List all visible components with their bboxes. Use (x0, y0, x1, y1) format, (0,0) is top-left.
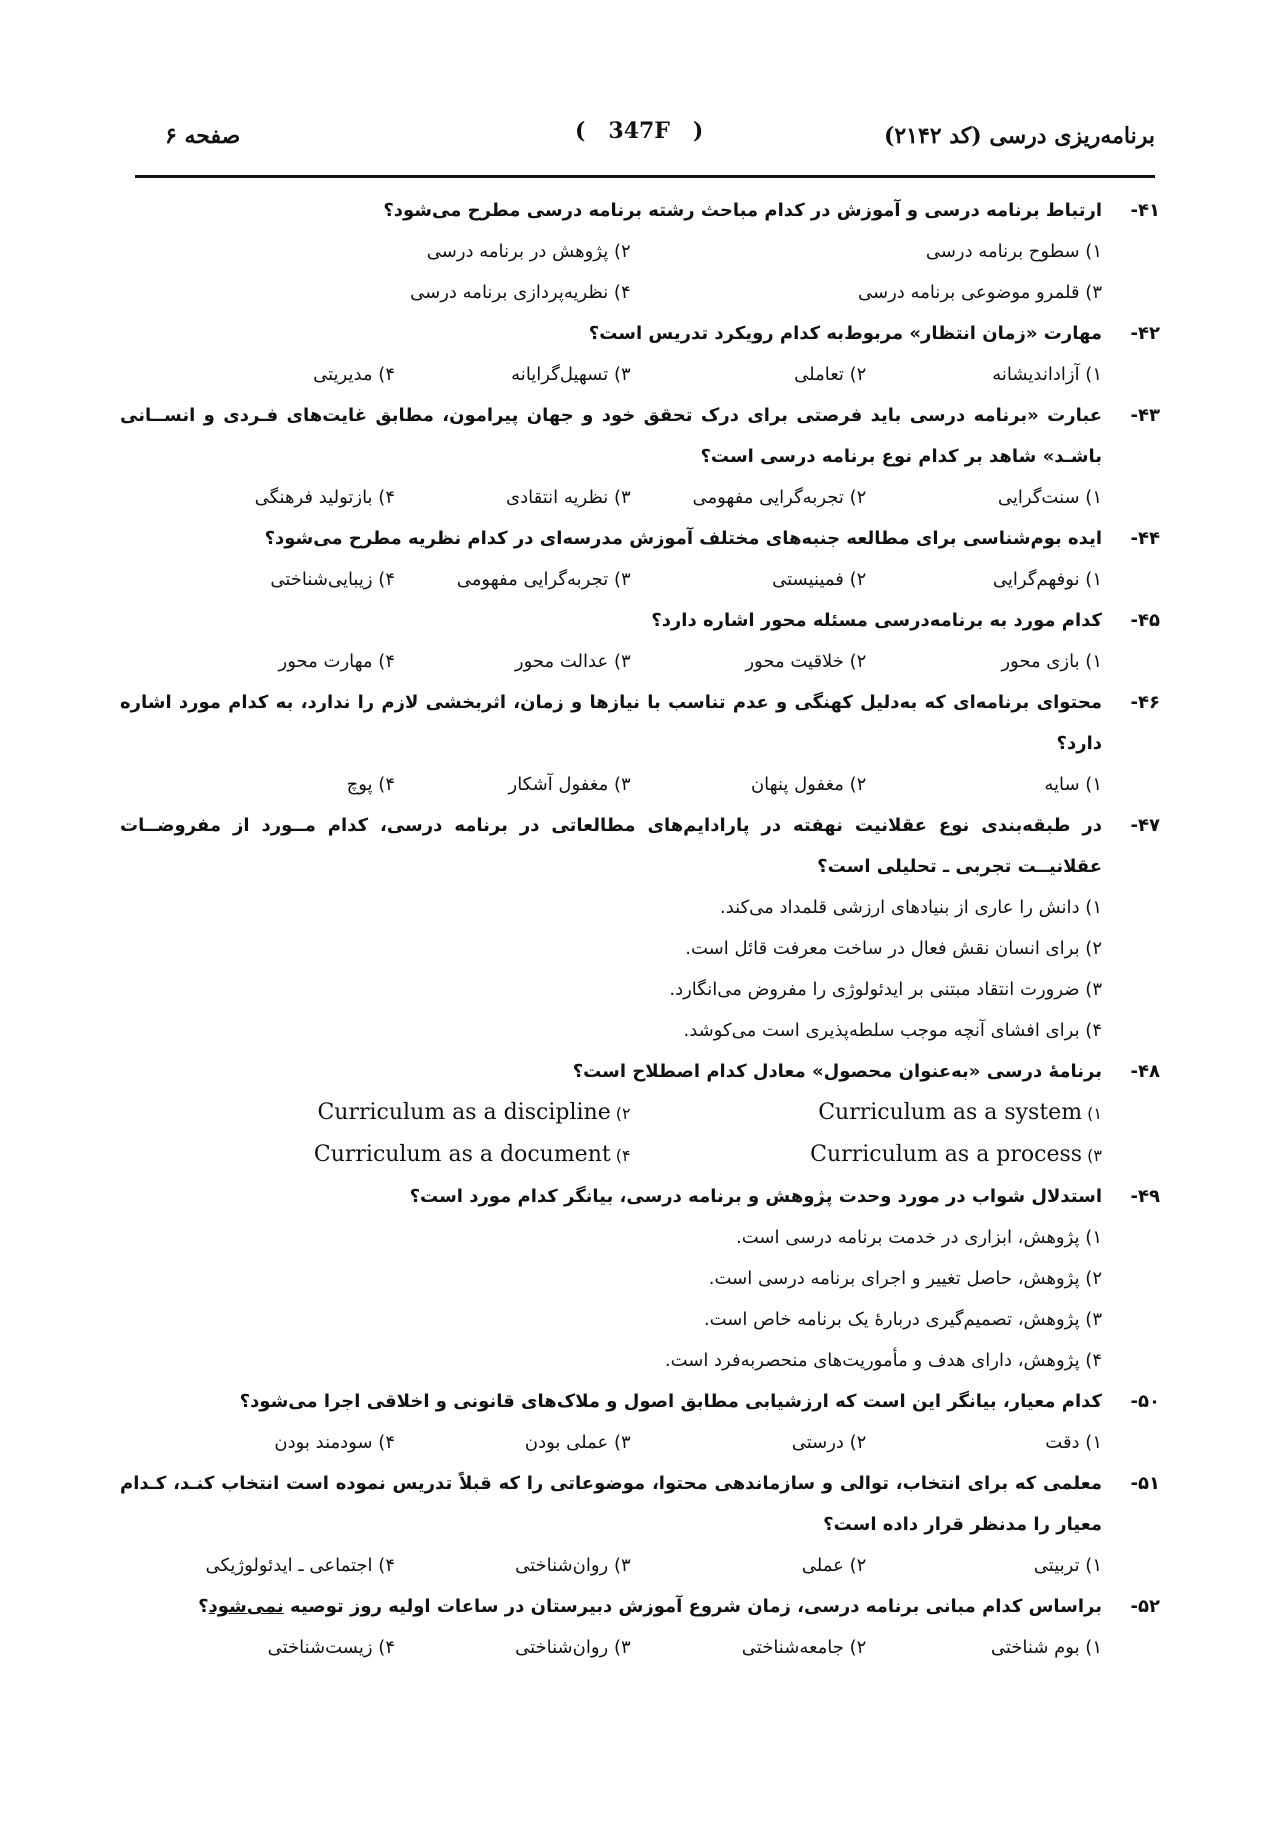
question-text: معلمی که برای انتخاب، توالی و سازماندهی محتوا، موضوعاتی را که قبلاً تدریس نموده است انتخاب کنـد، کـدام معیار را مدنظر قرار داده است؟ (120, 1473, 1102, 1535)
question-text: براساس کدام مبانی برنامه درسی، زمان شروع آموزش دبیرستان در ساعات اولیه روز توصیه نمی‌شود؟ (198, 1596, 1102, 1617)
answer-option[interactable]: ۴) سودمند بودن (274, 1432, 395, 1453)
options-row (120, 559, 1102, 600)
question-text: استدلال شواب در مورد وحدت پژوهش و برنامه درسی، بیانگر کدام مورد است؟ (409, 1186, 1102, 1207)
question-number: ۵۰- (1130, 1391, 1160, 1412)
answer-option[interactable]: ۳) نظریه انتقادی (506, 487, 631, 508)
answer-option[interactable] (159, 1134, 630, 1176)
options-row (120, 764, 1102, 805)
options-row (120, 1422, 1102, 1463)
answer-option[interactable]: ۲) پژوهش، حاصل تغییر و اجرای برنامه درسی است. (708, 1268, 1102, 1289)
question-text: مهارت «زمان انتظار» مربوط‌به کدام رویکرد تدریس است؟ (588, 323, 1102, 344)
question-text: عبارت «برنامه درسی باید فرصتی برای درک تحقق خود و جهان پیرامون، مطابق غایت‌های فـردی و انســانی باشـد» شاهد بر کدام نوع برنامه درسی است؟ (120, 405, 1102, 467)
question-text: ارتباط برنامه درسی و آموزش در کدام مباحث رشته برنامه درسی مطرح می‌شود؟ (383, 200, 1102, 221)
answer-option[interactable]: ۲) عملی (801, 1555, 867, 1576)
question (120, 1586, 1160, 1668)
question-number: ۵۲- (1130, 1596, 1160, 1617)
options-row (120, 354, 1102, 395)
question (120, 682, 1160, 805)
answer-option[interactable]: ۱) سایه (1044, 774, 1102, 795)
answer-option[interactable]: ۱) پژوهش، ابزاری در خدمت برنامه درسی است. (736, 1227, 1102, 1248)
question-number: ۵۱- (1130, 1473, 1160, 1494)
answer-option[interactable]: ۴) مهارت محور (278, 651, 395, 672)
answer-option[interactable] (159, 1092, 630, 1134)
option-text: Curriculum as a process (810, 1142, 1083, 1167)
question (120, 190, 1160, 313)
answer-option[interactable]: ۱) آزاداندیشانه (992, 364, 1102, 385)
question (120, 600, 1160, 682)
options-row (120, 477, 1102, 518)
answer-option[interactable] (631, 1134, 1102, 1176)
question-number: ۴۷- (1130, 815, 1160, 836)
question (120, 1381, 1160, 1463)
answer-option[interactable]: ۲) تجربه‌گرایی مفهومی (692, 487, 867, 508)
answer-option[interactable]: ۲) برای انسان نقش فعال در ساخت معرفت قائل است. (685, 938, 1102, 959)
question (120, 1051, 1160, 1176)
option-number: ۴) (610, 1146, 631, 1165)
answer-option[interactable]: ۱) بازی محور (1001, 651, 1102, 672)
answer-option[interactable]: ۴) پوچ (346, 774, 395, 795)
answer-option[interactable]: ۱) سطوح برنامه درسی (925, 241, 1102, 262)
answer-option[interactable]: ۴) اجتماعی ـ ایدئولوژیکی (205, 1555, 395, 1576)
options-row (120, 231, 1102, 272)
option-number: ۳) (1082, 1146, 1102, 1165)
answer-option[interactable]: ۴) زیبایی‌شناختی (270, 569, 395, 590)
page-header (135, 118, 1155, 158)
question-number: ۴۲- (1130, 323, 1160, 344)
page-number: صفحه ۶ (165, 123, 241, 149)
answer-option[interactable]: ۳) مغفول آشکار (508, 774, 631, 795)
question-text: محتوای برنامه‌ای که به‌دلیل کهنگی و عدم تناسب با نیازها و زمان، اثربخشی لازم را ندارد، به کدام مورد اشاره دارد؟ (120, 692, 1102, 754)
answer-option[interactable]: ۳) تسهیل‌گرایانه (511, 364, 631, 385)
answer-option[interactable]: ۴) مدیریتی (313, 364, 395, 385)
question-number: ۴۵- (1130, 610, 1160, 631)
question (120, 1176, 1160, 1381)
answer-option[interactable]: ۱) تربیتی (1033, 1555, 1102, 1576)
options-row (120, 1092, 1102, 1134)
answer-option[interactable]: ۳) ضرورت انتقاد مبتنی بر ایدئولوژی را مفروض می‌انگارد. (669, 979, 1102, 1000)
answer-option[interactable]: ۲) پژوهش در برنامه درسی (426, 241, 631, 262)
question-number: ۴۶- (1130, 692, 1160, 713)
header-divider (135, 175, 1155, 178)
options-row (120, 1134, 1102, 1176)
answer-option[interactable]: ۱) سنت‌گرایی (997, 487, 1102, 508)
answer-option[interactable]: ۳) قلمرو موضوعی برنامه درسی (858, 282, 1102, 303)
question-text: در طبقه‌بندی نوع عقلانیت نهفته در پارادایم‌های مطالعاتی در برنامه درسی، کدام مــورد از مفروضــات عقلانیــت تجربی ـ تحلیلی است؟ (120, 815, 1102, 877)
answer-option[interactable]: ۱) بوم شناختی (990, 1637, 1102, 1658)
course-title: برنامه‌ریزی درسی (کد ۲۱۴۲) (883, 123, 1155, 149)
booklet-code: ( 347F ) (575, 118, 704, 144)
options-row (120, 1545, 1102, 1586)
option-text: Curriculum as a discipline (317, 1100, 611, 1125)
question-number: ۴۸- (1130, 1061, 1160, 1082)
option-number: ۲) (610, 1104, 631, 1123)
answer-option[interactable]: ۴) پژوهش، دارای هدف و مأموریت‌های منحصربه‌فرد است. (664, 1350, 1102, 1371)
question (120, 395, 1160, 518)
question-number: ۴۳- (1130, 405, 1160, 426)
question-number: ۴۱- (1130, 200, 1160, 221)
question-text: ایده بوم‌شناسی برای مطالعه جنبه‌های مختلف آموزش مدرسه‌ای در کدام نظریه مطرح می‌شود؟ (264, 528, 1102, 549)
question (120, 313, 1160, 395)
question-text: کدام معیار، بیانگر این است که ارزشیابی مطابق اصول و ملاک‌های قانونی و اخلاقی اجرا می‌شود؟ (239, 1391, 1102, 1412)
questions-list (120, 190, 1160, 1668)
options-row (120, 641, 1102, 682)
underlined-word: نمی‌شود (208, 1596, 284, 1617)
option-text: Curriculum as a document (313, 1142, 611, 1167)
question-text: کدام مورد به برنامه‌درسی مسئله محور اشاره دارد؟ (651, 610, 1102, 631)
options-column (120, 1217, 1102, 1381)
answer-option[interactable]: ۲) جامعه‌شناختی (741, 1637, 867, 1658)
answer-option[interactable]: ۳) عملی بودن (524, 1432, 631, 1453)
answer-option[interactable]: ۳) تجربه‌گرایی مفهومی (456, 569, 631, 590)
question-number: ۴۴- (1130, 528, 1160, 549)
answer-option[interactable] (631, 1092, 1102, 1134)
options-row (120, 272, 1102, 313)
option-number: ۱) (1082, 1104, 1102, 1123)
answer-option[interactable]: ۴) نظریه‌پردازی برنامه درسی (410, 282, 631, 303)
answer-option[interactable]: ۴) برای افشای آنچه موجب سلطه‌پذیری است می‌کوشد. (683, 1020, 1102, 1041)
question (120, 1463, 1160, 1586)
answer-option[interactable]: ۳) عدالت محور (514, 651, 631, 672)
question-text: برنامهٔ درسی «به‌عنوان محصول» معادل کدام اصطلاح است؟ (572, 1061, 1102, 1082)
answer-option[interactable]: ۱) دانش را عاری از بنیادهای ارزشی قلمداد می‌کند. (720, 897, 1102, 918)
answer-option[interactable]: ۱) دقت (1045, 1432, 1102, 1453)
option-text: Curriculum as a system (818, 1100, 1083, 1125)
answer-option[interactable]: ۴) بازتولید فرهنگی (254, 487, 395, 508)
options-row (120, 1627, 1102, 1668)
answer-option[interactable]: ۳) روان‌شناختی (515, 1637, 631, 1658)
answer-option[interactable]: ۲) خلاقیت محور (745, 651, 867, 672)
answer-option[interactable]: ۳) پژوهش، تصمیم‌گیری دربارهٔ یک برنامه خاص است. (703, 1309, 1102, 1330)
answer-option[interactable]: ۳) روان‌شناختی (515, 1555, 631, 1576)
options-column (120, 887, 1102, 1051)
answer-option[interactable]: ۲) مغفول پنهان (750, 774, 867, 795)
answer-option[interactable]: ۲) درستی (791, 1432, 867, 1453)
question (120, 518, 1160, 600)
answer-option[interactable]: ۱) نوفهم‌گرایی (992, 569, 1102, 590)
question-number: ۴۹- (1130, 1186, 1160, 1207)
answer-option[interactable]: ۲) تعاملی (794, 364, 867, 385)
answer-option[interactable]: ۲) فمینیستی (772, 569, 867, 590)
answer-option[interactable]: ۴) زیست‌شناختی (267, 1637, 395, 1658)
question (120, 805, 1160, 1051)
